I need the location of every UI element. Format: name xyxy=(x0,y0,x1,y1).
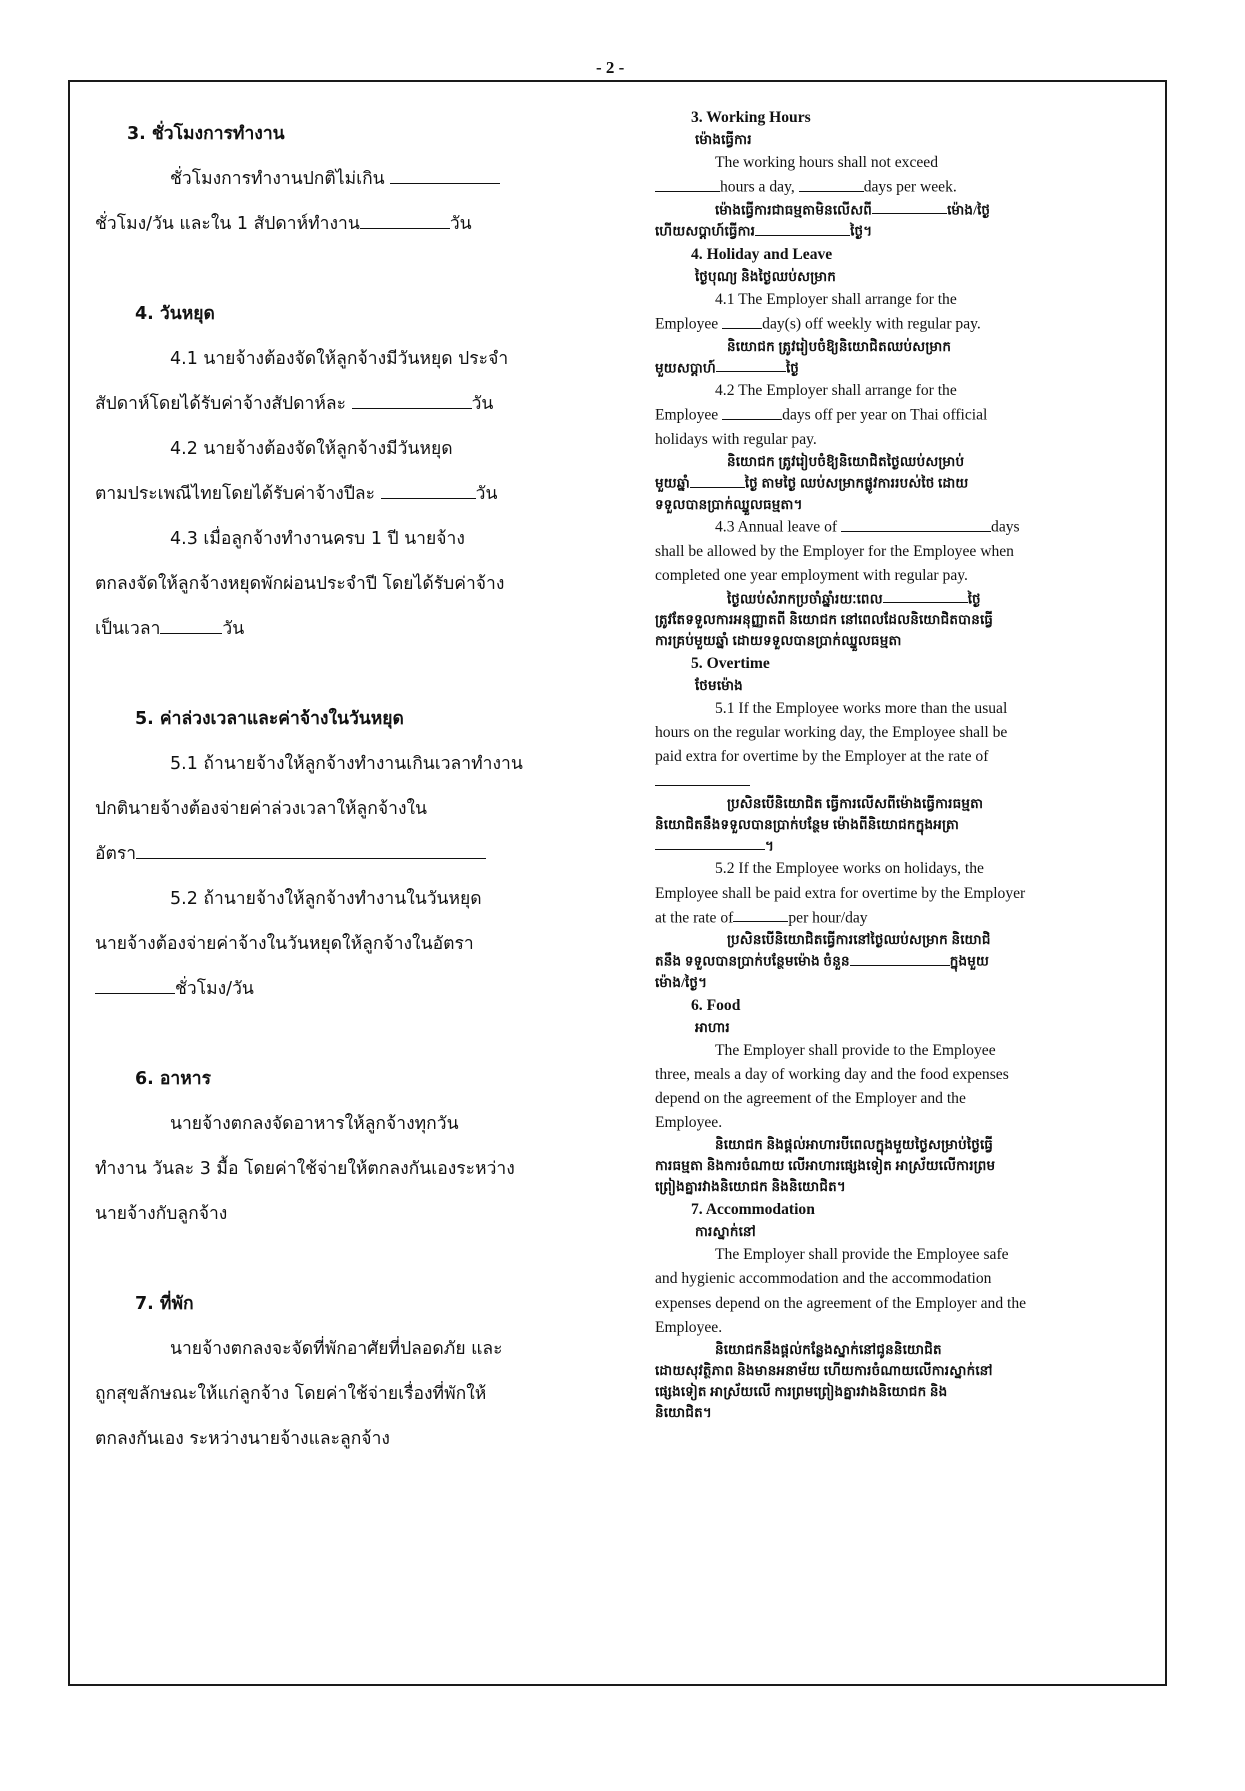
section-4-2-cont-km: មួយឆ្នាំ ថ្ងៃ តាមថ្ងៃ ឈប់សម្រាកផ្លូវការរបស់ថៃ ដោយ xyxy=(655,473,1150,494)
section-5-1-cont-km: និយោជិតនឹងទទួលបានប្រាក់បន្ថែម ម៉ោងពីនិយោជកក្នុងអត្រា xyxy=(655,817,960,833)
section-5-heading-en: 5. Overtime xyxy=(691,654,770,672)
section-4-1-cont-en: Employee day(s) off weekly with regular pay. xyxy=(655,312,1150,337)
section-3-heading-km: ម៉ោងធ្វើការ xyxy=(695,132,752,148)
section-6-heading-th: 6. อาหาร xyxy=(135,1069,212,1089)
section-3-line-th: ชั่วโมงการทำงานปกติไม่เกิน xyxy=(95,157,575,202)
section-6-text2-km: ការធម្មតា និងការចំណាយ លើអាហារផ្សេងទៀត អាស្រ័យលើការព្រម xyxy=(655,1158,996,1174)
section-7-text3-en: expenses depend on the agreement of the Employer and the xyxy=(655,1294,1027,1312)
section-5-2-th: 5.2 ถ้านายจ้างให้ลูกจ้างทำงานในวันหยุด xyxy=(170,889,482,909)
section-7-text2-en: and hygienic accommodation and the accommodation xyxy=(655,1270,992,1288)
section-3-text-en: The working hours shall not exceed xyxy=(715,154,939,172)
section-3-heading-th: 3. ชั่วโมงการทำงาน xyxy=(127,124,285,144)
section-3-text2-en: hours a day, days per week. xyxy=(655,175,1150,200)
section-7-heading-th: 7. ที่พัก xyxy=(135,1294,194,1314)
section-5-heading-km: ថែមម៉ោង xyxy=(695,677,743,693)
section-7-text4-en: Employee. xyxy=(655,1318,723,1336)
section-5-heading-th: 5. ค่าล่วงเวลาและค่าจ้างในวันหยุด xyxy=(135,709,404,729)
section-5-2-km: ប្រសិនបើនិយោជិតធ្វើការនៅថ្ងៃឈប់សម្រាក និយោជិ xyxy=(727,932,991,948)
section-5-1-km: ប្រសិនបើនិយោជិត ធ្វើការលើសពីម៉ោងធ្វើការធម្មតា xyxy=(727,796,984,812)
section-4-3-en: 4.3 Annual leave of days xyxy=(655,515,1150,540)
section-5-1-th: 5.1 ถ้านายจ้างให้ลูกจ้างทำงานเกินเวลาทำงาน xyxy=(170,754,523,774)
section-5-2-cont-en: Employee shall be paid extra for overtime by the Employer xyxy=(655,884,1026,902)
section-6-text3-en: depend on the agreement of the Employer and the xyxy=(655,1090,966,1108)
blank-annual-en[interactable] xyxy=(841,515,991,532)
blank-overtime-km[interactable] xyxy=(655,836,765,851)
section-5-1-cont2-en: paid extra for overtime by the Employer at the rate of xyxy=(655,748,989,766)
section-6-text4-en: Employee. xyxy=(655,1114,723,1132)
blank-hours-km[interactable] xyxy=(872,200,947,215)
section-5-2-en: 5.2 If the Employee works on holidays, the xyxy=(715,860,984,878)
section-7-text-km: និយោជកនឹងផ្តល់កន្លែងស្នាក់នៅជូននិយោជិត xyxy=(715,1341,942,1357)
section-4-3-cont-en: shall be allowed by the Employer for the Employee when xyxy=(655,543,1014,561)
section-5-2-cont-th: นายจ้างต้องจ่ายค่าจ้างในวันหยุดให้ลูกจ้างในอัตรา xyxy=(95,934,474,954)
blank-annual-km[interactable] xyxy=(883,589,968,604)
blank-holiday-km[interactable] xyxy=(690,473,745,488)
blank-holiday-days[interactable] xyxy=(381,481,476,500)
section-4-heading-th: 4. วันหยุด xyxy=(135,304,215,324)
section-4-3-cont2-km: ការគ្រប់មួយឆ្នាំ ដោយទទួលបានប្រាក់ឈ្នួលធម្មតា xyxy=(655,632,902,648)
section-4-2-th: 4.2 นายจ้างต้องจัดให้ลูกจ้างมีวันหยุด xyxy=(170,439,453,459)
page-number: - 2 - xyxy=(596,58,625,77)
section-6-heading-km: អាហារ xyxy=(695,1019,730,1035)
section-4-heading-km: ថ្ងៃបុណ្យ និងថ្ងៃឈប់សម្រាក xyxy=(695,268,837,284)
section-5-2-cont2-km: ម៉ោង/ថ្ងៃ។ xyxy=(655,974,708,990)
section-7-text4-km: និយោជិត។ xyxy=(655,1404,713,1420)
section-4-1-en: 4.1 The Employer shall arrange for the xyxy=(715,290,957,308)
blank-days-en[interactable] xyxy=(799,175,864,192)
section-6-text2-en: three, meals a day of working day and the food expenses xyxy=(655,1065,1009,1083)
blank-holiday-en[interactable] xyxy=(722,403,782,420)
blank-holiday-rate-km[interactable] xyxy=(850,951,950,966)
section-7-heading-en: 7. Accommodation xyxy=(691,1201,815,1219)
blank-hours[interactable] xyxy=(390,166,500,185)
section-6-line3-th: นายจ้างกับลูกจ้าง xyxy=(95,1204,228,1224)
section-7-line1-th: นายจ้างตกลงจะจัดที่พักอาศัยที่ปลอดภัย และ xyxy=(170,1339,503,1359)
section-7-line2-th: ถูกสุขลักษณะให้แก่ลูกจ้าง โดยค่าใช้จ่ายเรื่องที่พักให้ xyxy=(95,1384,487,1404)
section-6-text-en: The Employer shall provide to the Employee xyxy=(715,1041,996,1059)
section-4-heading-en: 4. Holiday and Leave xyxy=(691,245,833,263)
section-4-1-km: និយោជក ត្រូវរៀបចំឱ្យនិយោជិតឈប់សម្រាក xyxy=(727,338,952,354)
section-5-2-cont2-en: at the rate of per hour/day xyxy=(655,906,1150,931)
section-6-text-km: និយោជក និងផ្តល់អាហារបីពេលក្នុងមួយថ្ងៃសម្រាប់ថ្ងៃធ្វើ xyxy=(715,1137,994,1153)
section-4-2-cont-th: ตามประเพณีไทยโดยได้รับค่าจ้างปีละ วัน xyxy=(95,472,575,517)
section-5-1-cont-en: hours on the regular working day, the Employee shall be xyxy=(655,724,1008,742)
section-4-1-cont-km: មួយសប្តាហ៍ ថ្ងៃ xyxy=(655,358,1150,379)
section-4-1-cont-th: สัปดาห์โดยได้รับค่าจ้างสัปดาห์ละ วัน xyxy=(95,382,575,427)
section-4-3-th: 4.3 เมื่อลูกจ้างทำงานครบ 1 ปี นายจ้าง xyxy=(170,529,465,549)
section-7-heading-km: ការស្នាក់នៅ xyxy=(695,1224,756,1240)
section-6-line1-th: นายจ้างตกลงจัดอาหารให้ลูกจ้างทุกวัน xyxy=(170,1114,459,1134)
section-4-3-cont-th: ตกลงจัดให้ลูกจ้างหยุดพักผ่อนประจำปี โดยได้รับค่าจ้าง xyxy=(95,574,505,594)
section-5-2-cont2-th: ชั่วโมง/วัน xyxy=(95,967,575,1012)
section-6-text3-km: ព្រៀងគ្នារវាងនិយោជក និងនិយោជិត។ xyxy=(655,1179,847,1195)
section-4-2-km: និយោជក ត្រូវរៀបចំឱ្យនិយោជិតថ្ងៃឈប់សម្រាប់ xyxy=(727,454,965,470)
section-5-1-cont-th: ปกตินายจ้างต้องจ่ายค่าล่วงเวลาให้ลูกจ้างใน xyxy=(95,799,428,819)
section-7-line3-th: ตกลงกันเอง ระหว่างนายจ้างและลูกจ้าง xyxy=(95,1429,390,1449)
section-4-2-en: 4.2 The Employer shall arrange for the xyxy=(715,382,957,400)
blank-weekly-en[interactable] xyxy=(722,312,762,329)
blank-hours-en[interactable] xyxy=(655,175,720,192)
section-3-heading-en: 3. Working Hours xyxy=(691,109,811,126)
english-khmer-column xyxy=(655,106,1150,1424)
section-5-2-cont-km: តនឹង ទទួលបានប្រាក់បន្ថែមម៉ោង ចំនួន ក្នុងមួយ xyxy=(655,951,1150,972)
section-4-1-th: 4.1 นายจ้างต้องจัดให้ลูกจ้างมีวันหยุด ประจำ xyxy=(170,349,509,369)
section-7-text-en: The Employer shall provide the Employee safe xyxy=(715,1246,1009,1264)
section-4-3-km: ថ្ងៃឈប់សំរាកប្រចាំឆ្នាំរយៈពេល ថ្ងៃ xyxy=(655,589,1150,610)
blank-weekly-days[interactable] xyxy=(352,391,472,410)
section-7-text3-km: ផ្សេងទៀត អាស្រ័យលើ ការព្រមព្រៀងគ្នារវាងនិយោជក និង xyxy=(655,1383,948,1399)
blank-days[interactable] xyxy=(360,211,450,230)
section-4-3-cont2-en: completed one year employment with regular pay. xyxy=(655,567,968,585)
section-4-2-cont2-en: holidays with regular pay. xyxy=(655,431,817,449)
blank-days-km[interactable] xyxy=(755,221,850,236)
section-3-text2-km: ហើយសប្តាហ៍ធ្វើការ ថ្ងៃ។ xyxy=(655,221,1150,242)
section-4-3-cont-km: ត្រូវតែទទួលការអនុញ្ញាតពី និយោជក នៅពេលដែលនិយោជិតបានធ្វើ xyxy=(655,611,994,627)
section-6-heading-en: 6. Food xyxy=(691,996,741,1014)
section-5-1-cont2-km: ។ xyxy=(655,836,1150,857)
blank-overtime-en[interactable] xyxy=(655,769,750,786)
blank-holiday-rate-en[interactable] xyxy=(733,906,788,923)
section-5-1-cont2-th: อัตรา xyxy=(95,832,575,877)
section-6-line2-th: ทำงาน วันละ 3 มื้อ โดยค่าใช้จ่ายให้ตกลงกันเองระหว่าง xyxy=(95,1159,515,1179)
section-5-1-en: 5.1 If the Employee works more than the usual xyxy=(715,699,1008,717)
section-4-2-cont-en: Employee days off per year on Thai official xyxy=(655,403,1150,428)
section-3-line2-th: ชั่วโมง/วัน และใน 1 สัปดาห์ทำงาน วัน xyxy=(95,202,575,247)
blank-weekly-km[interactable] xyxy=(716,358,786,373)
section-4-3-cont2-th: เป็นเวลา วัน xyxy=(95,607,575,652)
section-7-text2-km: ដោយសុវត្ថិភាព និងមានអនាម័យ ហើយការចំណាយលើការស្នាក់នៅ xyxy=(655,1362,993,1378)
blank-holiday-rate[interactable] xyxy=(95,976,175,995)
section-3-text-km: ម៉ោងធ្វើការជាធម្មតាមិនលើសពី ម៉ោង/ថ្ងៃ xyxy=(655,200,1150,221)
blank-overtime-rate[interactable] xyxy=(136,841,486,860)
section-5-1-blank xyxy=(655,769,1150,794)
section-4-2-cont2-km: ទទួលបានប្រាក់ឈ្នួលធម្មតា។ xyxy=(655,496,803,512)
blank-annual-days[interactable] xyxy=(160,616,222,635)
thai-column xyxy=(95,112,575,1462)
